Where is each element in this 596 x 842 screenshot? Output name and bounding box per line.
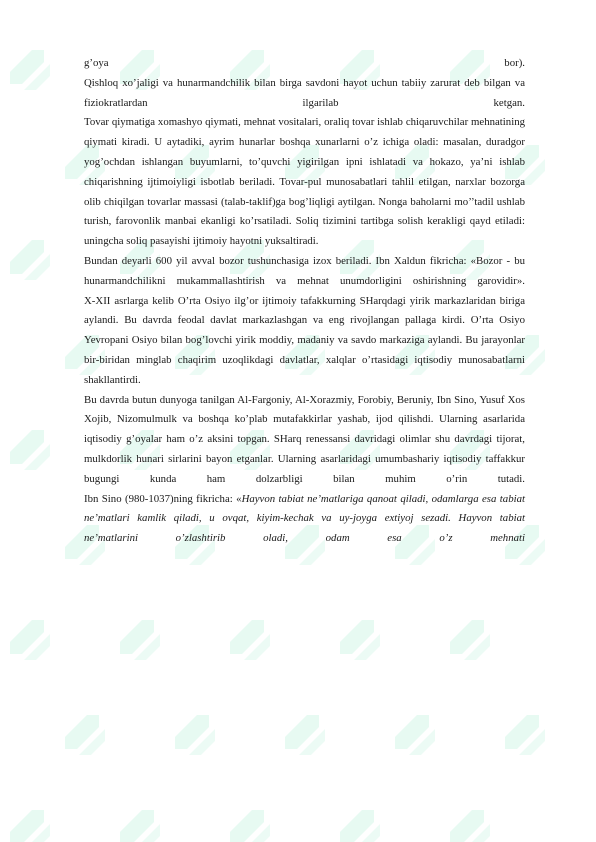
watermark-mark	[65, 715, 105, 755]
watermark-mark	[10, 50, 50, 90]
watermark-mark	[10, 620, 50, 660]
quote-text: Hayvon tabiat ne’matlariga qanoat qiladi, odamlarga esa tabiat ne’matlari kamlik qiladi, u ovqat, kiyim-kechak va uy-joyga extiyoj sezadi. Hayvon tabiat ne’matlarini o’zlashtirib oladi, odam esa o’z mehnati	[84, 492, 525, 545]
watermark-mark	[10, 240, 50, 280]
paragraph: Tovar qiymatiga xomashyo qiymati, mehnat vositalari, oraliq tovar ishlab chiqaruvchilar mehnatining qiymati kiradi. U aytadiki, ayrim hunarlar boshqa xunarlarni o’z ichiga oladi: masalan, duradgor yog’ochdan ishlangan buyumlarni, to’quvchi yigirilgan ipni ishlatadi va hokazo, ya’ni ishlab chiqarishning ijtimoiyligi isbotlab beriladi. Tovar-pul munosabatlari tahlil etilgan, narxlar bozorga olib chiqilgan tovarlar massasi (talab-taklif)ga bog’liqligi aytilgan. Nonga baholarni mo’’tadil ushlab turish, farovonlik manbai ekanligi ko’rsatiladi. Soliq tizimini tartibga solish kerakligi qayd etiladi: uningcha soliq pasayishi ijtimoiy hayotni yuksaltiradi.	[84, 116, 525, 248]
watermark-mark	[10, 430, 50, 470]
watermark-mark	[175, 715, 215, 755]
paragraph: Qishloq xo’jaligi va hunarmandchilik bilan birga savdoni hayot uchun tabiiy zarurat deb bilgan va fiziokratlardan ilgarilab ketgan.	[84, 76, 525, 109]
paragraph: X-XII asrlarga kelib O’rta Osiyo ilg’or ijtimoiy tafakkurning SHarqdagi yirik markazlaridan biriga aylandi. Bu davrda feodal davlat markazlashgan va eng rivojlangan pallaga kirdi. O’rta Osiyo Yevropani Osiyo bilan bog’lovchi yirik moddiy, madaniy va savdo markaziga aylandi. Bu jarayonlar bir-biridan minglab chaqirim uzoqlikdagi davlatlar, xalqlar o’rtasidagi iqtisodiy munosabatlarni shakllantirdi.	[84, 294, 525, 386]
watermark-mark	[120, 810, 160, 842]
paragraph-lead: Ibn Sino (980-1037)ning fikricha: «	[84, 492, 242, 505]
watermark-mark	[230, 810, 270, 842]
paragraph: Bu davrda butun dunyoga tanilgan Al-Fargoniy, Al-Xorazmiy, Forobiy, Beruniy, Ibn Sino, Yusuf Xos Xojib, Nizomulmulk va boshqa ko’plab mutafakkirlar yashab, ijod qilishdi. Ularning asarlarida iqtisodiy g’oyalar ham o’z aksini topgan. SHarq renessansi davridagi olimlar shu davrdagi tijorat, mulkdorlik hunari sirlarini bayon etganlar. Ularning asarlaridagi umumbashariy iqtisodiy taffakkur bugungi kunda ham dolzarbligi bilan muhim o’rin tutadi.	[84, 393, 525, 485]
watermark-mark	[230, 620, 270, 660]
watermark-mark	[285, 715, 325, 755]
watermark-mark	[340, 810, 380, 842]
paragraph-ibn-sino	[84, 490, 525, 549]
watermark-mark	[505, 715, 545, 755]
watermark-mark	[10, 810, 50, 842]
paragraph: g’oya bor).	[84, 57, 525, 69]
watermark-mark	[120, 620, 160, 660]
document-body	[84, 54, 525, 549]
watermark-mark	[395, 715, 435, 755]
paragraph: Bundan deyarli 600 yil avval bozor tushunchasiga izox beriladi. Ibn Xaldun fikricha: «Bozor - bu hunarmandchilikni mukammallashtirish va mehnat unumdorligini oshirishning garovidir».	[84, 254, 525, 287]
watermark-mark	[340, 620, 380, 660]
watermark-mark	[450, 620, 490, 660]
watermark-mark	[450, 810, 490, 842]
